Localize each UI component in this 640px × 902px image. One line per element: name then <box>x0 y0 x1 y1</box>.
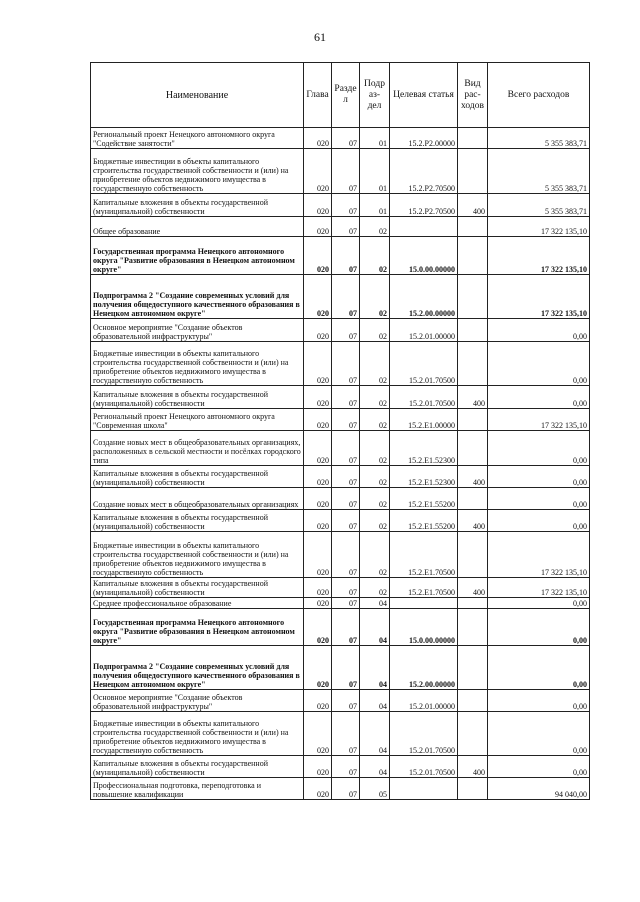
cell-celevaya: 15.2.01.70500 <box>390 756 458 778</box>
cell-name: Среднее профессиональное образование <box>91 598 304 609</box>
table-row <box>91 431 590 466</box>
cell-vsego: 17 322 135,10 <box>488 217 590 237</box>
cell-celevaya: 15.2.01.00000 <box>390 319 458 342</box>
cell-name: Бюджетные инвестиции в объекты капитального строительства государственной собственности и (или) на приобретение объектов недвижимого имущества в государственную собственность <box>91 712 304 756</box>
cell-podrazdel: 02 <box>360 319 390 342</box>
table-row <box>91 488 590 510</box>
header-glava: Глава <box>304 63 332 128</box>
cell-name: Региональный проект Ненецкого автономного округа "Современная школа" <box>91 409 304 431</box>
cell-name: Капитальные вложения в объекты государственной (муниципальной) собственности <box>91 510 304 532</box>
cell-celevaya: 15.2.P2.00000 <box>390 128 458 149</box>
cell-podrazdel: 02 <box>360 237 390 275</box>
cell-vsego: 0,00 <box>488 756 590 778</box>
cell-podrazdel: 02 <box>360 510 390 532</box>
cell-name: Общее образование <box>91 217 304 237</box>
cell-podrazdel: 02 <box>360 217 390 237</box>
table-row <box>91 319 590 342</box>
cell-name: Капитальные вложения в объекты государственной (муниципальной) собственности <box>91 386 304 409</box>
cell-celevaya: 15.2.00.00000 <box>390 275 458 319</box>
cell-razdel: 07 <box>332 510 360 532</box>
table-row <box>91 778 590 800</box>
table-row <box>91 217 590 237</box>
cell-vsego: 0,00 <box>488 431 590 466</box>
table-row <box>91 598 590 609</box>
cell-celevaya: 15.2.01.00000 <box>390 690 458 712</box>
cell-vsego: 0,00 <box>488 386 590 409</box>
cell-vid <box>458 237 488 275</box>
cell-vid <box>458 275 488 319</box>
cell-razdel: 07 <box>332 431 360 466</box>
budget-table <box>90 62 590 800</box>
cell-podrazdel: 02 <box>360 578 390 598</box>
cell-glava: 020 <box>304 466 332 488</box>
cell-vsego: 0,00 <box>488 342 590 386</box>
cell-vsego: 17 322 135,10 <box>488 578 590 598</box>
cell-podrazdel: 04 <box>360 756 390 778</box>
cell-glava: 020 <box>304 778 332 800</box>
page-number: 61 <box>314 30 326 44</box>
cell-podrazdel: 02 <box>360 409 390 431</box>
cell-glava: 020 <box>304 275 332 319</box>
cell-vsego: 17 322 135,10 <box>488 409 590 431</box>
cell-razdel: 07 <box>332 488 360 510</box>
cell-razdel: 07 <box>332 237 360 275</box>
table-row <box>91 690 590 712</box>
table-row <box>91 386 590 409</box>
cell-name: Капитальные вложения в объекты государственной (муниципальной) собственности <box>91 466 304 488</box>
cell-razdel: 07 <box>332 466 360 488</box>
cell-vsego: 0,00 <box>488 510 590 532</box>
cell-vid: 400 <box>458 756 488 778</box>
table-row <box>91 409 590 431</box>
table-row <box>91 128 590 149</box>
cell-glava: 020 <box>304 578 332 598</box>
cell-vid <box>458 342 488 386</box>
cell-name: Государственная программа Ненецкого автономного округа "Развитие образования в Ненецком автономном округе" <box>91 237 304 275</box>
cell-glava: 020 <box>304 488 332 510</box>
cell-razdel: 07 <box>332 386 360 409</box>
cell-vid <box>458 149 488 194</box>
cell-vid <box>458 319 488 342</box>
cell-glava: 020 <box>304 237 332 275</box>
header-vsego: Всего расходов <box>488 63 590 128</box>
header-name: Наименование <box>91 63 304 128</box>
cell-glava: 020 <box>304 128 332 149</box>
cell-razdel: 07 <box>332 319 360 342</box>
cell-razdel: 07 <box>332 756 360 778</box>
cell-name: Бюджетные инвестиции в объекты капитального строительства государственной собственности и (или) на приобретение объектов недвижимого имущества в государственную собственность <box>91 342 304 386</box>
cell-name: Капитальные вложения в объекты государственной (муниципальной) собственности <box>91 194 304 217</box>
cell-vid: 400 <box>458 386 488 409</box>
cell-glava: 020 <box>304 646 332 690</box>
table-header-row <box>91 63 590 128</box>
cell-vsego: 94 040,00 <box>488 778 590 800</box>
cell-vid <box>458 778 488 800</box>
cell-vsego: 0,00 <box>488 466 590 488</box>
cell-celevaya <box>390 598 458 609</box>
cell-razdel: 07 <box>332 598 360 609</box>
cell-celevaya: 15.2.E1.55200 <box>390 488 458 510</box>
cell-glava: 020 <box>304 431 332 466</box>
cell-name: Бюджетные инвестиции в объекты капитального строительства государственной собственности и (или) на приобретение объектов недвижимого имущества в государственную собственность <box>91 532 304 578</box>
cell-vid: 400 <box>458 466 488 488</box>
cell-name: Основное мероприятие "Создание объектов образовательной инфраструктуры" <box>91 319 304 342</box>
cell-name: Подпрограмма 2 "Создание современных условий для получения общедоступного качественного образования в Ненецком автономном округе" <box>91 275 304 319</box>
cell-vid <box>458 431 488 466</box>
table-row <box>91 149 590 194</box>
cell-name: Подпрограмма 2 "Создание современных условий для получения общедоступного качественного образования в Ненецком автономном округе" <box>91 646 304 690</box>
cell-razdel: 07 <box>332 342 360 386</box>
cell-vsego: 5 355 383,71 <box>488 128 590 149</box>
cell-vsego: 17 322 135,10 <box>488 237 590 275</box>
cell-razdel: 07 <box>332 778 360 800</box>
cell-vsego: 0,00 <box>488 598 590 609</box>
cell-celevaya: 15.2.E1.70500 <box>390 578 458 598</box>
cell-vsego: 5 355 383,71 <box>488 149 590 194</box>
cell-name: Государственная программа Ненецкого автономного округа "Развитие образования в Ненецком автономном округе" <box>91 609 304 646</box>
cell-vid <box>458 532 488 578</box>
cell-vid <box>458 409 488 431</box>
table-row <box>91 194 590 217</box>
cell-vsego: 0,00 <box>488 488 590 510</box>
cell-vid <box>458 488 488 510</box>
cell-glava: 020 <box>304 756 332 778</box>
cell-vid <box>458 128 488 149</box>
cell-podrazdel: 04 <box>360 609 390 646</box>
cell-glava: 020 <box>304 609 332 646</box>
cell-podrazdel: 01 <box>360 194 390 217</box>
cell-name: Профессиональная подготовка, переподготовка и повышение квалификации <box>91 778 304 800</box>
cell-glava: 020 <box>304 510 332 532</box>
cell-razdel: 07 <box>332 275 360 319</box>
table-row <box>91 756 590 778</box>
cell-celevaya: 15.2.P2.70500 <box>390 194 458 217</box>
cell-glava: 020 <box>304 409 332 431</box>
cell-razdel: 07 <box>332 409 360 431</box>
cell-name: Бюджетные инвестиции в объекты капитального строительства государственной собственности и (или) на приобретение объектов недвижимого имущества в государственную собственность <box>91 149 304 194</box>
cell-celevaya: 15.2.01.70500 <box>390 342 458 386</box>
cell-razdel: 07 <box>332 217 360 237</box>
cell-celevaya: 15.2.P2.70500 <box>390 149 458 194</box>
cell-podrazdel: 01 <box>360 128 390 149</box>
cell-celevaya: 15.0.00.00000 <box>390 609 458 646</box>
cell-podrazdel: 04 <box>360 598 390 609</box>
table-row <box>91 532 590 578</box>
cell-podrazdel: 02 <box>360 342 390 386</box>
cell-podrazdel: 04 <box>360 690 390 712</box>
cell-celevaya: 15.2.E1.52300 <box>390 466 458 488</box>
cell-vsego: 0,00 <box>488 690 590 712</box>
cell-podrazdel: 02 <box>360 532 390 578</box>
cell-razdel: 07 <box>332 578 360 598</box>
cell-name: Капитальные вложения в объекты государственной (муниципальной) собственности <box>91 756 304 778</box>
cell-podrazdel: 02 <box>360 431 390 466</box>
cell-vsego: 5 355 383,71 <box>488 194 590 217</box>
cell-podrazdel: 02 <box>360 275 390 319</box>
cell-glava: 020 <box>304 386 332 409</box>
cell-razdel: 07 <box>332 149 360 194</box>
cell-podrazdel: 05 <box>360 778 390 800</box>
cell-glava: 020 <box>304 217 332 237</box>
cell-celevaya: 15.2.00.00000 <box>390 646 458 690</box>
cell-vsego: 0,00 <box>488 646 590 690</box>
cell-glava: 020 <box>304 598 332 609</box>
cell-glava: 020 <box>304 319 332 342</box>
header-razdel: Разде л <box>332 63 360 128</box>
cell-vid: 400 <box>458 578 488 598</box>
cell-glava: 020 <box>304 690 332 712</box>
cell-celevaya: 15.2.01.70500 <box>390 712 458 756</box>
cell-vid <box>458 598 488 609</box>
cell-podrazdel: 04 <box>360 712 390 756</box>
header-podrazdel: Подр аз- дел <box>360 63 390 128</box>
cell-razdel: 07 <box>332 712 360 756</box>
cell-vsego: 0,00 <box>488 609 590 646</box>
table-row <box>91 646 590 690</box>
cell-vid <box>458 690 488 712</box>
cell-podrazdel: 01 <box>360 149 390 194</box>
cell-razdel: 07 <box>332 690 360 712</box>
cell-vid: 400 <box>458 194 488 217</box>
cell-name: Основное мероприятие "Создание объектов образовательной инфраструктуры" <box>91 690 304 712</box>
table-row <box>91 237 590 275</box>
table-row <box>91 712 590 756</box>
cell-vsego: 17 322 135,10 <box>488 275 590 319</box>
cell-vsego: 17 322 135,10 <box>488 532 590 578</box>
cell-name: Создание новых мест в общеобразовательных организациях, расположенных в сельской местности и посёлках городского типа <box>91 431 304 466</box>
cell-celevaya: 15.2.E1.00000 <box>390 409 458 431</box>
cell-celevaya: 15.2.E1.70500 <box>390 532 458 578</box>
cell-razdel: 07 <box>332 128 360 149</box>
table-row <box>91 466 590 488</box>
cell-celevaya: 15.2.01.70500 <box>390 386 458 409</box>
cell-razdel: 07 <box>332 609 360 646</box>
cell-celevaya: 15.2.E1.55200 <box>390 510 458 532</box>
cell-vid: 400 <box>458 510 488 532</box>
table-row <box>91 510 590 532</box>
cell-vsego: 0,00 <box>488 319 590 342</box>
cell-name: Капитальные вложения в объекты государственной (муниципальной) собственности <box>91 578 304 598</box>
cell-glava: 020 <box>304 342 332 386</box>
cell-celevaya <box>390 217 458 237</box>
cell-celevaya: 15.2.E1.52300 <box>390 431 458 466</box>
table-row <box>91 609 590 646</box>
cell-glava: 020 <box>304 149 332 194</box>
header-vid: Вид рас- ходов <box>458 63 488 128</box>
table-row <box>91 578 590 598</box>
cell-vsego: 0,00 <box>488 712 590 756</box>
table-row <box>91 342 590 386</box>
header-celevaya: Целевая статья <box>390 63 458 128</box>
cell-name: Региональный проект Ненецкого автономного округа "Содействие занятости" <box>91 128 304 149</box>
cell-podrazdel: 02 <box>360 488 390 510</box>
cell-celevaya <box>390 778 458 800</box>
cell-razdel: 07 <box>332 194 360 217</box>
cell-razdel: 07 <box>332 646 360 690</box>
table-body <box>91 128 590 800</box>
cell-podrazdel: 02 <box>360 386 390 409</box>
cell-razdel: 07 <box>332 532 360 578</box>
cell-glava: 020 <box>304 712 332 756</box>
cell-vid <box>458 609 488 646</box>
cell-vid <box>458 712 488 756</box>
cell-vid <box>458 217 488 237</box>
cell-glava: 020 <box>304 532 332 578</box>
cell-podrazdel: 02 <box>360 466 390 488</box>
cell-vid <box>458 646 488 690</box>
table-row <box>91 275 590 319</box>
cell-glava: 020 <box>304 194 332 217</box>
cell-podrazdel: 04 <box>360 646 390 690</box>
cell-name: Создание новых мест в общеобразовательных организациях <box>91 488 304 510</box>
cell-celevaya: 15.0.00.00000 <box>390 237 458 275</box>
